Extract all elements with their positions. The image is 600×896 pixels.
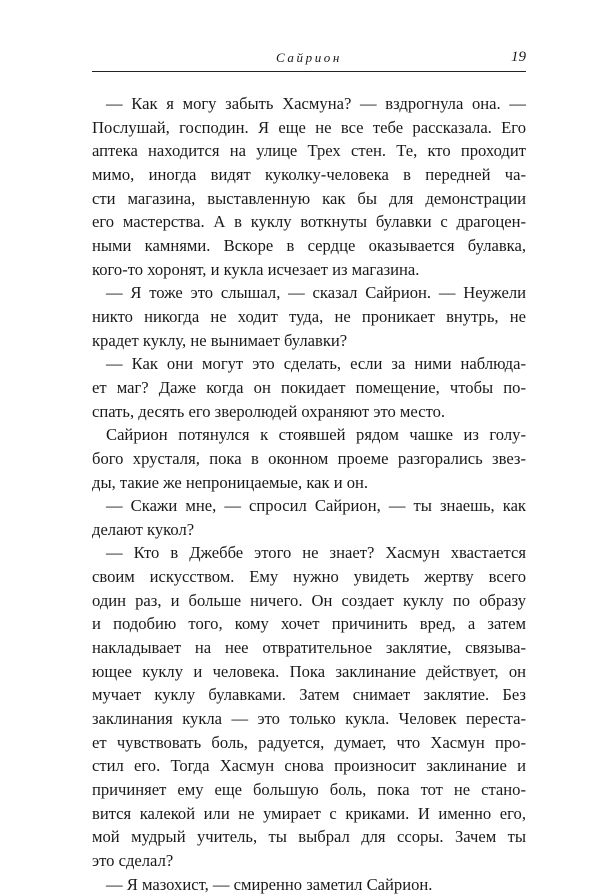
text-line: мой мудрый учитель, ты выбрал для ссоры. Зачем ты <box>92 827 526 847</box>
text-line: мимо, иногда видят куколку-человека в передней ча- <box>92 164 526 184</box>
text-line: аптека находится на улице Трех стен. Те, кто проходит <box>92 141 526 161</box>
text-line: его мастерства. А в куклу воткнуты булавки с драгоцен- <box>92 212 526 232</box>
text-line: и подобию того, кому хочет причинить вред, а затем <box>92 614 526 634</box>
text-line: ет маг? Даже когда он покидает помещение, чтобы по- <box>92 377 526 397</box>
text-line: бого хрусталя, пока в оконном проеме разгорались звез- <box>92 448 526 468</box>
text-line: — Скажи мне, — спросил Сайрион, — ты знаешь, как <box>106 496 526 516</box>
text-line: — Кто в Джеббе этого не знает? Хасмун хвастается <box>106 543 526 563</box>
text-line: спать, десять его зверолюдей охраняют это место. <box>92 401 446 421</box>
text-line: ет чувствовать боль, радуется, думает, что Хасмун про- <box>92 732 526 752</box>
text-line: один раз, и больше ничего. Он создает куклу по образу <box>92 590 526 610</box>
header-rule <box>92 71 526 72</box>
running-title: Сайрион <box>276 50 342 65</box>
text-line: сти магазина, выставленную как бы для демонстрации <box>92 188 526 208</box>
text-line: вится калекой или не умирает с криками. И именно его, <box>92 803 526 823</box>
text-line: — Я тоже это слышал, — сказал Сайрион. — Неужели <box>106 283 526 303</box>
body-text <box>92 92 526 896</box>
text-line: мучает куклу булавками. Затем снимает заклятие. Без <box>92 685 526 705</box>
text-line: крадет куклу, не вынимает булавки? <box>92 330 348 350</box>
page-header <box>92 50 526 74</box>
text-line: Сайрион потянулся к стоявшей рядом чашке из голу- <box>106 425 526 445</box>
text-line: — Как они могут это сделать, если за ними наблюда- <box>106 354 526 374</box>
text-line: накладывает на нее отвратительное заклятие, связыва- <box>92 638 526 658</box>
text-line: своим искусством. Ему нужно увидеть жертву всего <box>92 567 526 587</box>
text-line: — Я мазохист, — смиренно заметил Сайрион. <box>106 874 433 894</box>
text-line: делают кукол? <box>92 519 195 539</box>
text-line: заклинания кукла — это только кукла. Человек переста- <box>92 709 526 729</box>
text-line: ющее куклу и человека. Пока заклинание действует, он <box>92 661 526 681</box>
text-line: это сделал? <box>92 851 174 870</box>
text-line: — Как я могу забыть Хасмуна? — вздрогнула она. — <box>106 94 526 113</box>
text-line: Послушай, господин. Я еще не все тебе рассказала. Его <box>92 117 526 137</box>
text-line: никто никогда не ходит туда, не проникает внутрь, не <box>92 306 526 326</box>
text-line: кого-то хоронят, и кукла исчезает из магазина. <box>92 259 420 279</box>
text-line: причиняет ему еще большую боль, пока тот не стано- <box>92 780 526 800</box>
page-number: 19 <box>511 49 526 65</box>
text-line: ды, такие же непроницаемые, как и он. <box>92 472 369 492</box>
text-line: ными камнями. Вскоре в сердце оказывается булавка, <box>92 235 526 255</box>
text-line: стил его. Тогда Хасмун снова произносит заклинание и <box>92 756 526 776</box>
